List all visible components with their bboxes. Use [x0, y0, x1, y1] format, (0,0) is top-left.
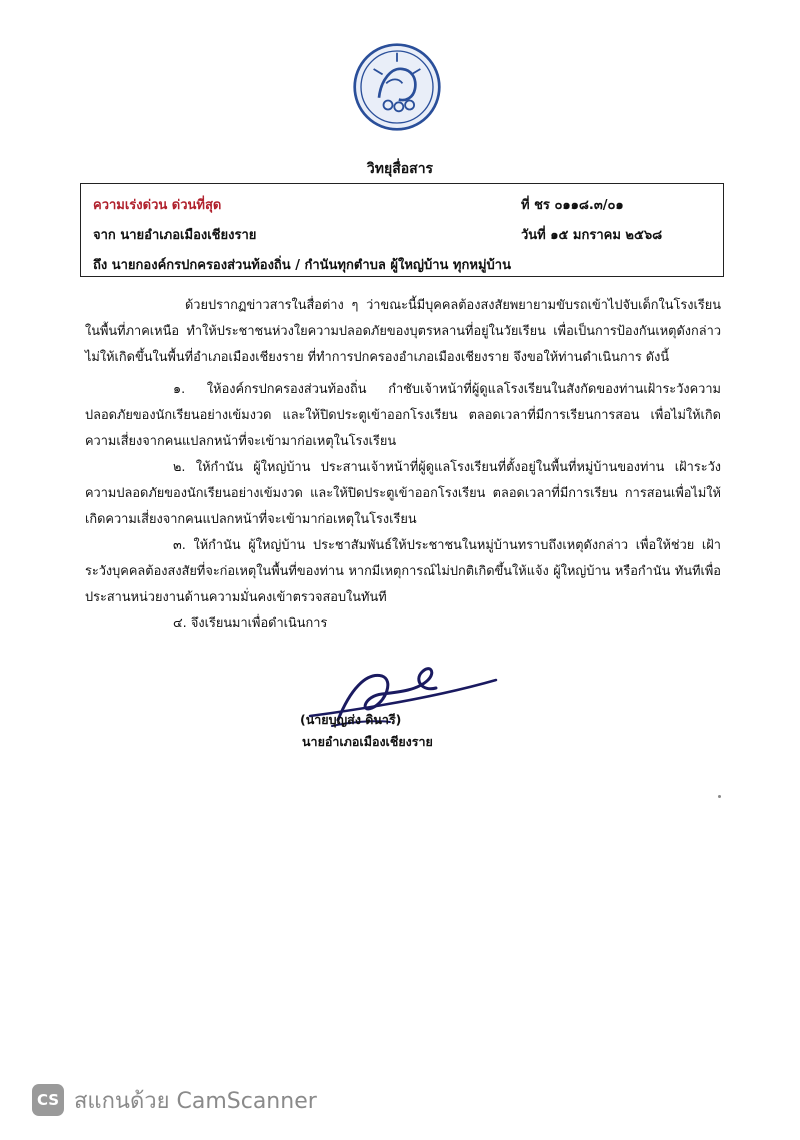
intro-paragraph: ด้วยปรากฏข่าวสารในสื่อต่าง ๆ ว่าขณะนี้มีบุคคลต้องสงสัยพยายามขับรถเข้าไปจับเด็กในโรงเรียนในพื้นที่ภาคเหนือ ทำให้ประชาชนห่วงใยความปลอดภัยของบุตรหลานที่อยู่ในวัยเรียน เพื่อเป็นการป้องกันเหตุดังกล่าวไม่ให้เกิดขึ้นในพื้นที่อำเภอเมืองเชียงราย ที่ทำการปกครองอำเภอเมืองเชียงราย จึงขอให้ท่านดำเนินการ ดังนี้	[85, 298, 721, 365]
signer-title: นายอำเภอเมืองเชียงราย	[302, 734, 433, 749]
from-field	[93, 224, 256, 245]
memo-body	[85, 293, 721, 637]
garuda-seal-icon	[352, 42, 442, 132]
date-field	[521, 224, 662, 245]
document-number	[521, 194, 624, 215]
to-label: ถึง	[93, 258, 108, 273]
from-label: จาก	[93, 228, 116, 243]
date-label: วันที่	[521, 228, 546, 243]
camscanner-logo-icon: CS	[32, 1084, 64, 1116]
number-value: ชร ๐๑๑๘.๓/๐๑	[534, 198, 624, 213]
number-label: ที่	[521, 198, 530, 213]
item-4-paragraph: ๔. จึงเรียนมาเพื่อดำเนินการ	[173, 616, 328, 631]
memo-header-box	[80, 183, 724, 277]
scan-speck	[718, 795, 721, 798]
urgency-label: ความเร่งด่วน ด่วนที่สุด	[93, 198, 222, 213]
item-1-paragraph: ๑. ให้องค์กรปกครองส่วนท้องถิ่น กำชับเจ้าหน้าที่ผู้ดูแลโรงเรียนในสังกัดของท่านเฝ้าระวังความปลอดภัยของนักเรียนอย่างเข้มงวด และให้ปิดประตูเข้าออกโรงเรียน ตลอดเวลาที่มีการเรียนการสอน เพื่อไม่ให้เกิดความเสี่ยงจากคนแปลกหน้าที่จะเข้ามาก่อเหตุในโรงเรียน	[85, 382, 721, 449]
signer-name: (นายบุญส่ง ดินารี)	[300, 712, 402, 727]
camscanner-watermark	[32, 1080, 317, 1120]
date-value: ๑๕ มกราคม ๒๕๖๘	[550, 228, 663, 243]
from-value: นายอำเภอเมืองเชียงราย	[120, 228, 257, 243]
item-2-paragraph: ๒. ให้กำนัน ผู้ใหญ่บ้าน ประสานเจ้าหน้าที่ผู้ดูแลโรงเรียนที่ตั้งอยู่ในพื้นที่หมู่บ้านของท่าน เฝ้าระวังความปลอดภัยของนักเรียนอย่างเข้มงวด และให้ปิดประตูเข้าออกโรงเรียน ตลอดเวลาที่มีการเรียน การสอนเพื่อไม่ให้เกิดความเสี่ยงจากคนแปลกหน้าที่จะเข้ามาก่อเหตุในโรงเรียน	[85, 460, 721, 527]
page-title: วิทยุสื่อสาร	[366, 161, 434, 177]
to-value: นายกองค์กรปกครองส่วนท้องถิ่น / กำนันทุกตำบล ผู้ใหญ่บ้าน ทุกหมู่บ้าน	[111, 258, 511, 273]
to-field	[93, 254, 511, 275]
item-3-paragraph: ๓. ให้กำนัน ผู้ใหญ่บ้าน ประชาสัมพันธ์ให้ประชาชนในหมู่บ้านทราบถึงเหตุดังกล่าว เพื่อให้ช่วย เฝ้าระวังบุคคลต้องสงสัยที่จะก่อเหตุในพื้นที่ของท่าน หากมีเหตุการณ์ไม่ปกติเกิดขึ้นให้แจ้ง ผู้ใหญ่บ้าน หรือกำนัน ทันทีเพื่อประสานหน่วยงานด้านความมั่นคงเข้าตรวจสอบในทันที	[85, 538, 721, 605]
watermark-text: สแกนด้วย CamScanner	[74, 1088, 317, 1114]
